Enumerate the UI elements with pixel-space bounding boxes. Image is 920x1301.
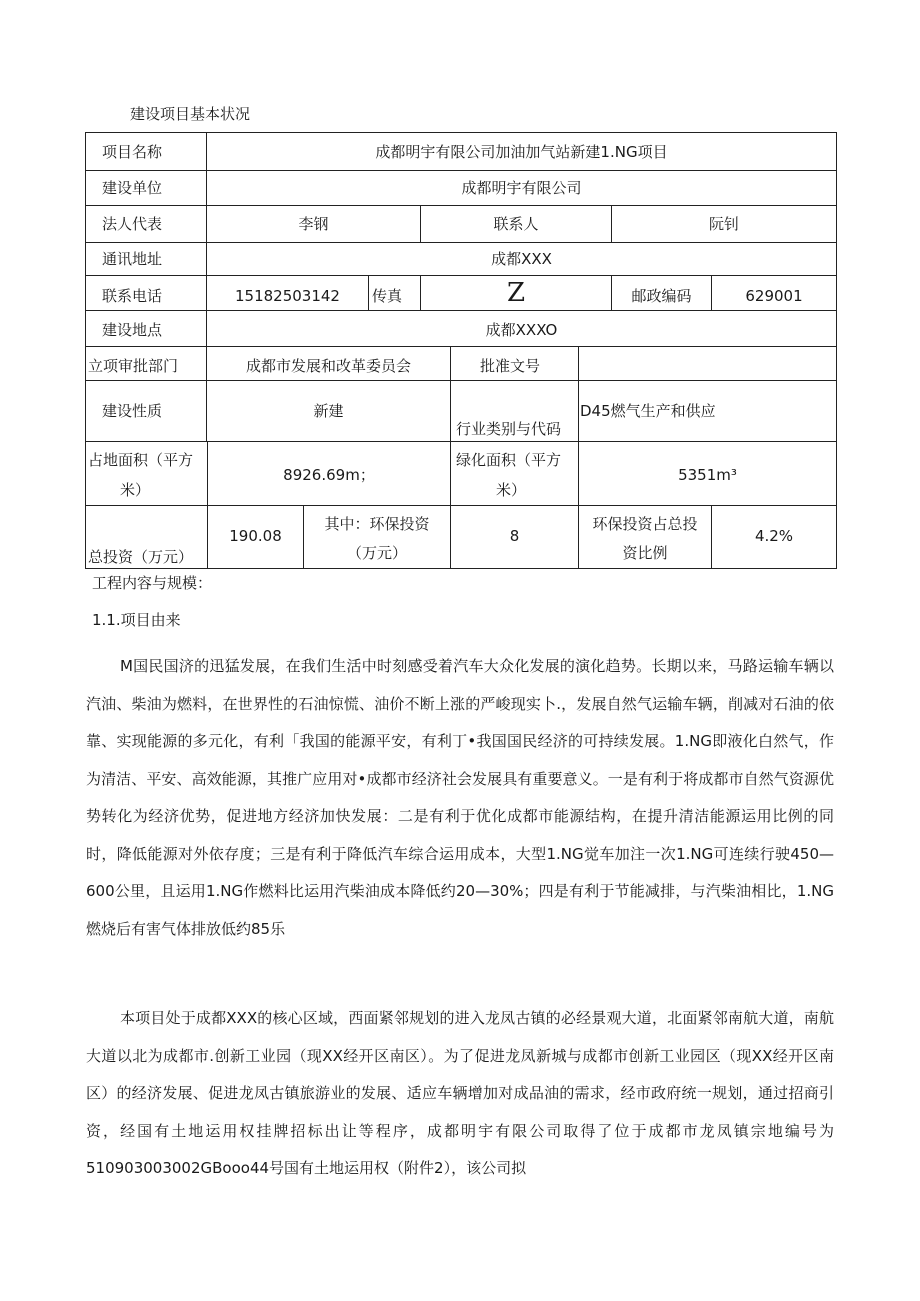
nature-value: 新建	[313, 402, 344, 420]
industry-label: 行业类别与代码	[456, 420, 562, 438]
project-name-label: 项目名称	[102, 143, 163, 161]
legal-rep-label: 法人代表	[102, 215, 163, 233]
sub-heading: 1.1.项目由来	[92, 611, 181, 629]
address-value: 成都XXX	[491, 250, 552, 268]
env-invest-value: 8	[509, 527, 520, 545]
paragraph-1: M国民国济的迅猛发展，在我们生活中时刻感受着汽车大众化发展的演化趋势。长期以来，马路运输车辆以汽油、柴油为燃料，在世界性的石油惊慌、油价不断上涨的严峻现实卜.，发展自然气运输车辆，削减对石油的依靠、实现能源的多元化，有利「我国的能源平安，有利丁•我国国民经济的可持续发展。1.NG即液化白然气，作为清洁、平安、高效能源，其推广应用对•成都市经济社会发展具有重要意义。一是有利于将成都市自然气资源优势转化为经济优势，促进地方经济加快发展：二是有利于优化成都市能源结构，在提升清洁能源运用比例的同时，降低能源对外依存度；三是有利于降低汽车综合运用成本，大型1.NG觉车加注一次1.NG可连续行驶450—600公里，且运用1.NG作燃料比运用汽柴油成本降低约20—30%；四是有利于节能减排，与汽柴油相比，1.NG燃烧后有害气体排放低约85乐	[86, 657, 834, 938]
project-name-value: 成都明宇有限公司加油加气站新建1.NG项目	[375, 143, 668, 161]
env-invest-label-line2: （万元）	[346, 544, 407, 562]
fax-value: Z	[506, 278, 526, 308]
env-invest-label-line1: 其中：环保投资	[324, 515, 430, 533]
phone-value: 15182503142	[235, 287, 340, 305]
ratio-label-line1: 环保投资占总投	[592, 515, 698, 533]
site-label: 建设地点	[102, 321, 163, 339]
approval-dept-value: 成都市发展和改革委员会	[245, 357, 411, 375]
legal-rep-value: 李钢	[298, 215, 329, 233]
paragraph-2: 本项目处于成都XXX的核心区域，西面紧邻规划的进入龙凤古镇的必经景观大道，北面紧邻南航大道，南航大道以北为成都市.创新工业园（现XX经开区南区）。为了促进龙凤新城与成都市创新工业园区（现XX经开区南区）的经济发展、促进龙凤古镇旅游业的发展、适应车辆增加对成品油的需求，经市政府统一规划，通过招商引资，经国有土地运用权挂牌招标出让等程序，成都明宇有限公司取得了位于成都市龙凤镇宗地编号为510903003002GBooo44号国有土地运用权（附件2），该公司拟	[86, 1009, 834, 1177]
contact-label: 联系人	[493, 215, 539, 233]
green-label-line2: 米）	[496, 481, 527, 499]
invest-label: 总投资（万元）	[88, 548, 194, 566]
ratio-label-line2: 资比例	[622, 544, 668, 562]
site-value: 成都XXXO	[485, 321, 558, 339]
industry-value: D45燃气生产和供应	[580, 402, 716, 420]
area-value: 8926.69m；	[283, 466, 375, 484]
nature-label: 建设性质	[102, 402, 163, 420]
phone-label: 联系电话	[102, 287, 163, 305]
approval-dept-label: 立项审批部门	[88, 357, 179, 375]
invest-value: 190.08	[229, 527, 282, 545]
postcode-label: 邮政编码	[631, 287, 692, 305]
area-label-line1: 占地面积（平方	[88, 451, 194, 469]
builder-label: 建设单位	[102, 179, 163, 197]
contact-value: 阮钊	[708, 215, 739, 233]
green-label-line1: 绿化面积（平方	[456, 451, 562, 469]
builder-value: 成都明宇有限公司	[461, 179, 582, 197]
section-title: 建设项目基本状况	[130, 105, 251, 123]
ratio-value: 4.2%	[754, 527, 794, 545]
area-label-line2: 米）	[120, 481, 151, 499]
green-value: 5351m³	[678, 466, 737, 484]
approval-no-label: 批准文号	[480, 357, 541, 375]
address-label: 通讯地址	[102, 250, 163, 268]
postcode-value: 629001	[745, 287, 803, 305]
fax-label: 传真	[372, 287, 403, 305]
scope-heading: 工程内容与规模：	[92, 574, 213, 592]
